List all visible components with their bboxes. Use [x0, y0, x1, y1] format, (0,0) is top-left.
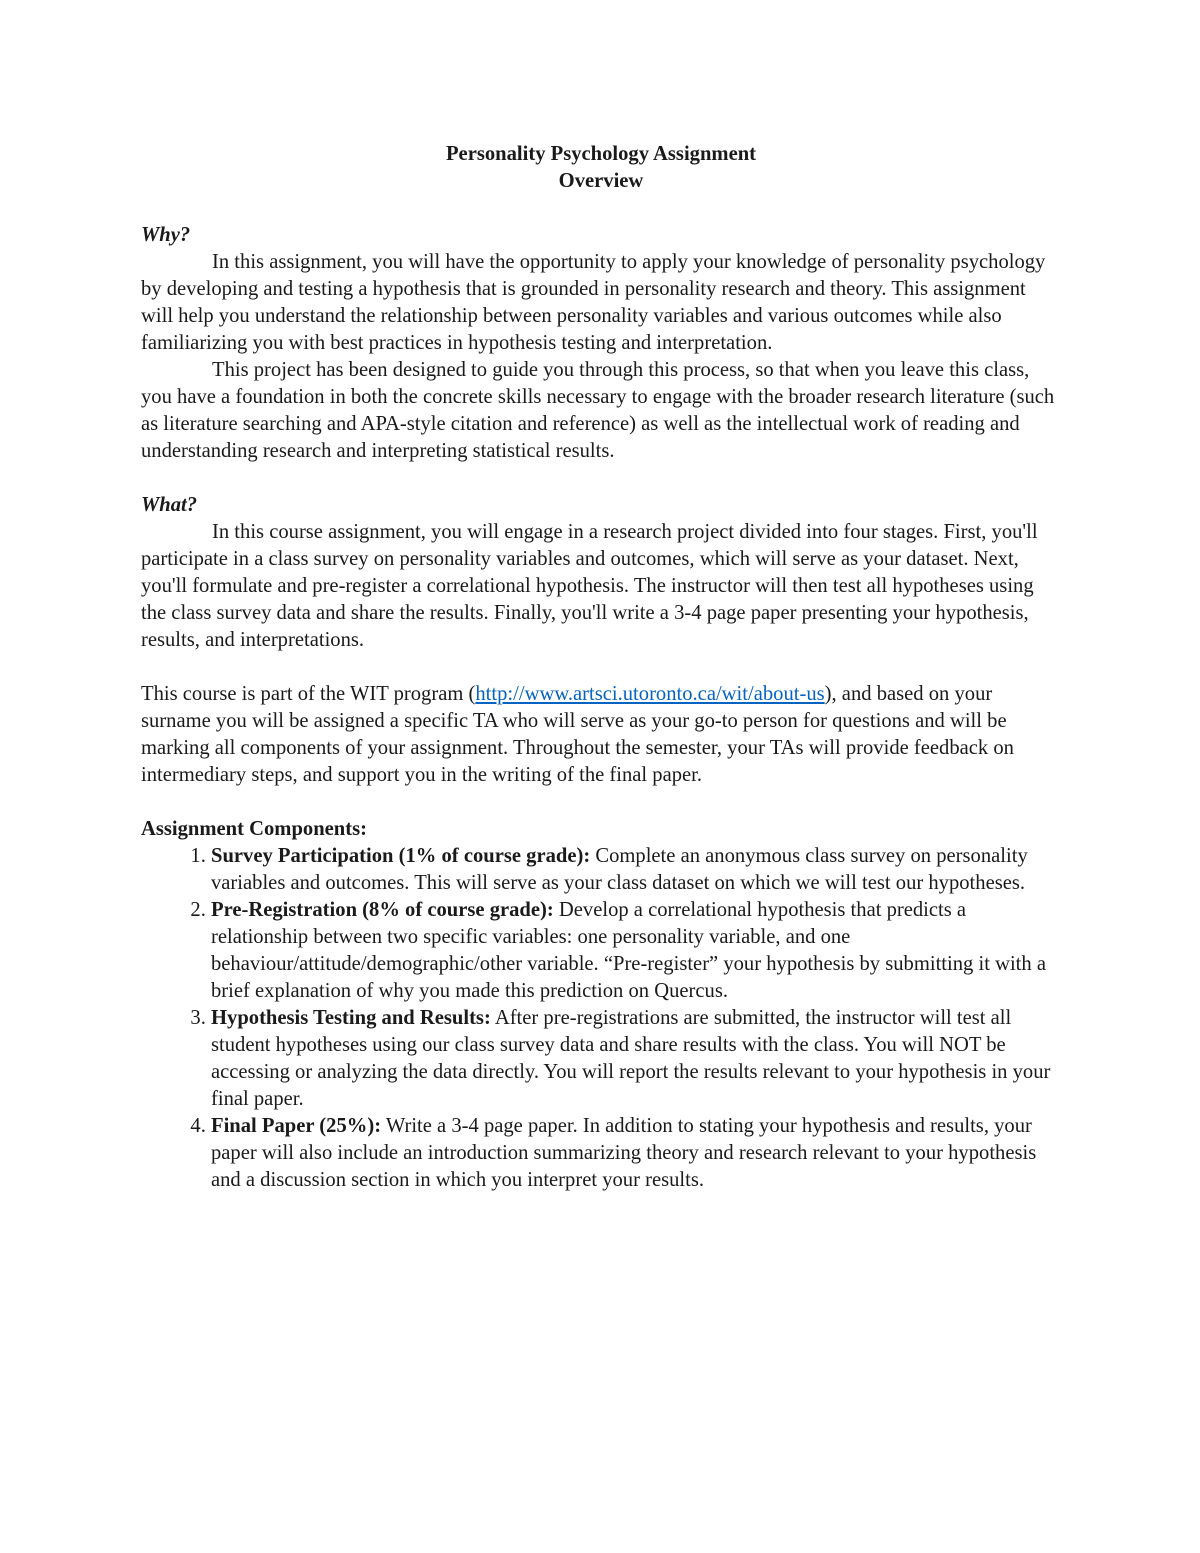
list-item	[211, 897, 1061, 1005]
what-paragraph-1: In this course assignment, you will engage in a research project divided into four stages. First, you'll participate in a class survey on personality variables and outcomes, which will serve as your dataset. Next, you'll formulate and pre-register a correlational hypothesis. The instructor will then test all hypotheses using the class survey data and share the results. Finally, you'll write a 3-4 page paper presenting your hypothesis, results, and interpretations.	[141, 521, 1038, 651]
why-paragraph-1: In this assignment, you will have the opportunity to apply your knowledge of personality psychology by developing and testing a hypothesis that is grounded in personality research and theory. This assignment will help you understand the relationship between personality variables and various outcomes while also familiarizing you with best practices in hypothesis testing and interpretation.	[141, 251, 1046, 354]
list-item-title: Final Paper (25%):	[211, 1115, 382, 1137]
spacer	[141, 654, 1061, 681]
list-item-title: Survey Participation (1% of course grade):	[211, 845, 591, 867]
list-item	[211, 843, 1061, 897]
components-heading: Assignment Components:	[141, 818, 367, 840]
wit-paragraph	[141, 681, 1061, 789]
list-item	[211, 1005, 1061, 1113]
list-item-title: Pre-Registration (8% of course grade):	[211, 899, 554, 921]
document-title	[141, 141, 1061, 195]
wit-text-after: ), and based on your surname you will be assigned a specific TA who will serve as your go-to person for questions and will be marking all components of your assignment. Throughout the semester, your TAs will provide feedback on intermediary steps, and support you in the writing of the final paper.	[141, 683, 1014, 786]
title-line-2: Overview	[558, 170, 644, 192]
list-item-text: Complete an anonymous class survey on personality variables and outcomes. This will serve as your class dataset on which we will test our hypotheses.	[211, 845, 1028, 894]
what-heading: What?	[141, 494, 198, 516]
list-item-text: After pre-registrations are submitted, the instructor will test all student hypotheses using our class survey data and share results with the class. You will NOT be accessing or analyzing the data directly. You will report the results relevant to your hypothesis in your final paper.	[211, 1007, 1051, 1110]
components-list	[141, 843, 1061, 1194]
list-item	[211, 1113, 1061, 1194]
list-item-text: Develop a correlational hypothesis that predicts a relationship between two specific variables: one personality variable, and one behaviour/attitude/demographic/other variable. “Pre-register” your hypothesis by submitting it with a brief explanation of why you made this prediction on Quercus.	[211, 899, 1046, 1002]
why-paragraph-2: This project has been designed to guide you through this process, so that when you leave this class, you have a foundation in both the concrete skills necessary to engage with the broader research literature (such as literature searching and APA-style citation and reference) as well as the intellectual work of reading and understanding research and interpreting statistical results.	[141, 359, 1055, 462]
wit-text-before: This course is part of the WIT program (	[141, 683, 476, 705]
list-item-text: Write a 3-4 page paper. In addition to stating your hypothesis and results, your paper will also include an introduction summarizing theory and research relevant to your hypothesis and a discussion section in which you interpret your results.	[211, 1115, 1037, 1191]
list-item-title: Hypothesis Testing and Results:	[211, 1007, 491, 1029]
document-page	[141, 141, 1061, 1194]
why-heading: Why?	[141, 224, 191, 246]
title-line-1: Personality Psychology Assignment	[445, 143, 757, 165]
spacer	[141, 789, 1061, 816]
wit-program-link[interactable]: http://www.artsci.utoronto.ca/wit/about-us	[475, 683, 825, 705]
